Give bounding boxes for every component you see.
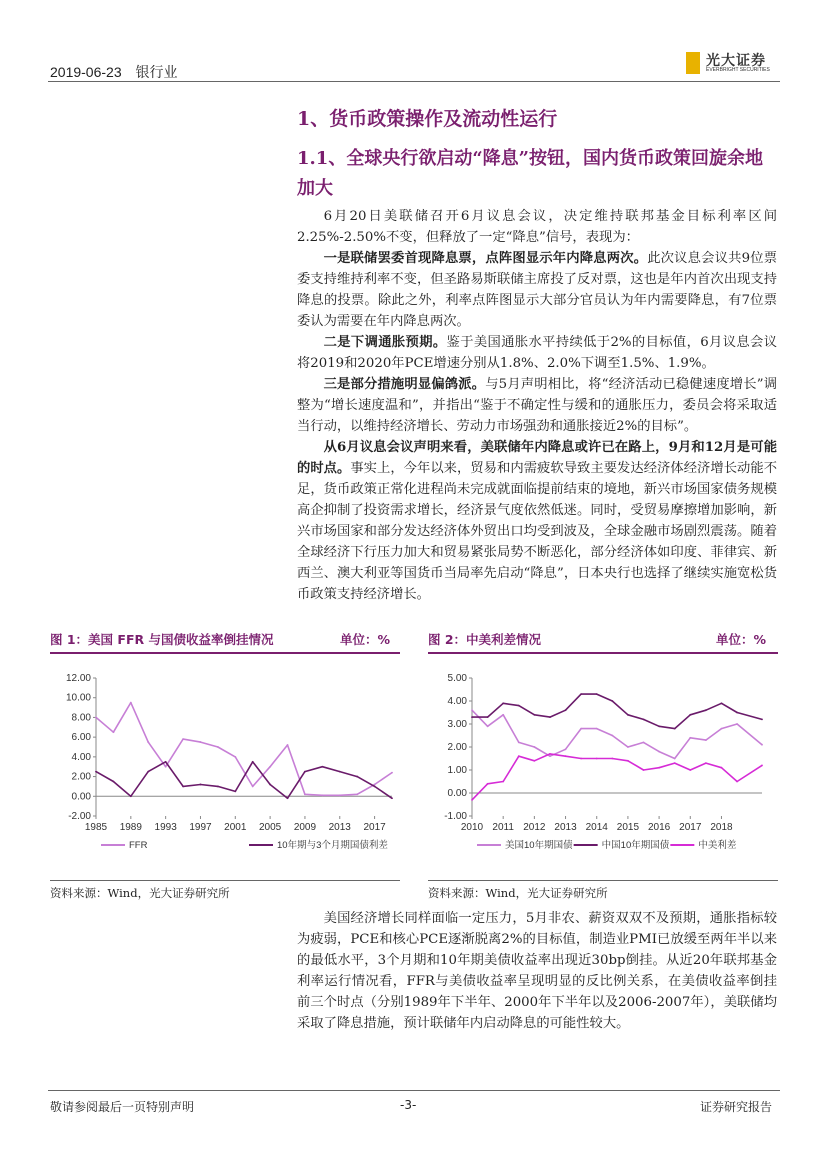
data-point <box>252 786 254 788</box>
figure2-title: 图 2：中美利差情况 <box>428 632 542 647</box>
data-point <box>182 786 184 788</box>
figure1-rule <box>50 652 400 654</box>
data-point <box>643 719 645 721</box>
data-point <box>549 753 551 755</box>
data-point <box>502 781 504 783</box>
paragraph: 二是下调通胀预期。鉴于美国通胀水平持续低于2%的目标值，6月议息会议将2019和2020年PCE增速分别从1.8%、2.0%下调至1.5%、1.9%。 <box>297 335 777 371</box>
body-text-top <box>297 206 777 605</box>
figure2-source-rule <box>428 880 778 881</box>
paragraph: 美国经济增长同样面临一定压力，5月非农、薪资双双不及预期，通胀指标较为疲弱，PCE和核心PCE逐渐脱离2%的目标值，制造业PMI已放缓至两年半以来的最低水平，3个月期和10年期美债收益率出现近30bp倒挂。从近20年联邦基金利率运行情况看，FFR与美债收益率呈现明显的反比例关系，在美债收益率倒挂前三个时点（分别1989年下半年、2000年下半年以及2006-2007年），美联储均采取了降息措施，预计联储年内启动降息的可能性较大。 <box>297 911 777 1031</box>
legend-label: 中美利差 <box>698 840 737 851</box>
data-point <box>321 766 323 768</box>
paragraph: 一是联储罢委首现降息票，点阵图显示年内降息两次。此次议息会议共9位票委支持维持利率不变，但圣路易斯联储主席投了反对票，这也是年内首次出现支持降息的投票。除此之外，利率点阵图显示大部分官员认为年内需要降息，有7位票委认为需要在年内降息两次。 <box>297 251 777 329</box>
data-point <box>95 771 97 773</box>
figure2-rule <box>428 652 778 654</box>
data-point <box>391 797 393 799</box>
legend-label: 中国10年期国债 <box>601 840 670 851</box>
figure1-chart <box>52 660 402 870</box>
y-tick-label: 8.00 <box>71 712 91 724</box>
footer-divider <box>48 1090 780 1091</box>
x-tick-label: 1985 <box>84 822 108 833</box>
data-point <box>689 737 691 739</box>
y-tick-label: 1.00 <box>447 765 467 776</box>
y-tick-label: 4.00 <box>71 751 91 763</box>
x-tick-label: 2013 <box>554 822 577 833</box>
data-point <box>689 769 691 771</box>
data-point <box>200 741 202 743</box>
y-tick-label: 0.00 <box>447 788 467 799</box>
data-point <box>761 765 763 767</box>
data-point <box>643 742 645 744</box>
data-point <box>721 728 723 730</box>
data-point <box>147 771 149 773</box>
x-tick-label: 2013 <box>328 822 351 833</box>
y-tick-label: 0.00 <box>71 791 91 803</box>
x-tick-label: 2015 <box>616 822 640 833</box>
data-point <box>304 771 306 773</box>
data-point <box>165 766 167 768</box>
legend-label: 美国10年期国债 <box>505 840 573 851</box>
data-point <box>182 738 184 740</box>
x-tick-label: 2017 <box>679 822 702 833</box>
body-text-bottom <box>297 908 777 1034</box>
data-point <box>549 716 551 718</box>
data-point <box>518 742 520 744</box>
x-tick-label: 2014 <box>585 822 608 833</box>
x-tick-label: 2009 <box>293 822 317 833</box>
data-point <box>761 744 763 746</box>
data-point <box>643 769 645 771</box>
data-point <box>234 756 236 758</box>
data-point <box>736 781 738 783</box>
data-point <box>658 725 660 727</box>
data-point <box>705 709 707 711</box>
data-point <box>356 776 358 778</box>
x-tick-label: 2016 <box>647 822 671 833</box>
data-point <box>217 786 219 788</box>
y-tick-label: 5.00 <box>447 673 467 684</box>
data-point <box>611 700 613 702</box>
series-line <box>96 762 392 799</box>
data-point <box>339 771 341 773</box>
y-tick-label: 12.00 <box>65 673 91 684</box>
data-point <box>565 755 567 757</box>
x-tick-label: 2018 <box>710 822 733 833</box>
data-point <box>761 719 763 721</box>
logo-text-cn: 光大证券 <box>706 52 766 68</box>
data-point <box>674 728 676 730</box>
footer-disclaimer: 敬请参阅最后一页特别声明 <box>50 1100 195 1114</box>
figure1-source: 资料来源：Wind，光大证券研究所 <box>50 886 230 900</box>
y-tick-label: -1.00 <box>444 811 467 822</box>
x-tick-label: 1997 <box>189 822 212 833</box>
data-point <box>596 693 598 695</box>
data-point <box>518 705 520 707</box>
x-tick-label: 1993 <box>154 822 177 833</box>
data-point <box>113 781 115 783</box>
legend-label: FFR <box>129 840 148 851</box>
data-point <box>487 716 489 718</box>
data-point <box>287 797 289 799</box>
data-point <box>705 739 707 741</box>
y-tick-label: 6.00 <box>71 732 91 744</box>
figure1-unit: 单位：% <box>340 632 391 647</box>
data-point <box>471 716 473 718</box>
x-tick-label: 2005 <box>258 822 282 833</box>
figure2-unit: 单位：% <box>716 632 767 647</box>
logo-text-en: EVERBRIGHT SECURITIES <box>706 67 770 73</box>
data-point <box>565 709 567 711</box>
data-point <box>533 760 535 762</box>
data-point <box>321 794 323 796</box>
data-point <box>502 702 504 704</box>
legend-label: 10年期与3个月期国债利差 <box>277 840 388 851</box>
data-point <box>627 746 629 748</box>
data-point <box>611 735 613 737</box>
data-point <box>658 767 660 769</box>
series-line <box>472 710 762 758</box>
paragraph: 三是部分措施明显偏鸽派。与5月声明相比，将“经济活动已稳健速度增长”调整为“增长速度温和”，并指出“鉴于不确定性与缓和的通胀压力，委员会将采取适当行动，以维持经济增长、劳动力市场强劲和通胀接近2%的目标”。 <box>297 377 777 434</box>
data-point <box>580 728 582 730</box>
data-point <box>674 758 676 760</box>
data-point <box>147 741 149 743</box>
industry-label: 银行业 <box>135 64 178 80</box>
data-point <box>391 772 393 774</box>
data-point <box>200 784 202 786</box>
data-point <box>580 758 582 760</box>
data-point <box>565 748 567 750</box>
data-point <box>269 784 271 786</box>
data-point <box>374 786 376 788</box>
data-point <box>287 744 289 746</box>
figure1-title: 图 1：美国 FFR 与国债收益率倒挂情况 <box>50 632 274 647</box>
y-tick-label: -2.00 <box>68 811 91 822</box>
data-point <box>533 714 535 716</box>
x-tick-label: 2017 <box>363 822 386 833</box>
data-point <box>658 751 660 753</box>
data-point <box>374 784 376 786</box>
section-title: 1、货币政策操作及流动性运行 <box>297 108 558 130</box>
data-point <box>339 794 341 796</box>
data-point <box>471 799 473 801</box>
paragraph: 从6月议息会议声明来看，美联储年内降息或许已在路上，9月和12月是可能的时点。事实上，今年以来，贸易和内需疲软导致主要发达经济体经济增长动能不足，货币政策正常化进程尚未完成就面临提前结束的境地，新兴市场国家债务规模高企抑制了投资需求增长，经济景气度依然低迷。同时，受贸易摩擦增加影响，新兴市场国家和部分发达经济体外贸出口均受到波及，全球金融市场剧烈震荡。随着全球经济下行压力加大和贸易紧张局势不断恶化，部分经济体如印度、菲律宾、新西兰、澳大利亚等国货币当局率先启动“降息”，日本央行也选择了继续实施宽松货币政策支持经济增长。 <box>297 440 778 602</box>
data-point <box>736 723 738 725</box>
data-point <box>471 709 473 711</box>
data-point <box>502 714 504 716</box>
data-point <box>533 746 535 748</box>
data-point <box>721 702 723 704</box>
data-point <box>217 746 219 748</box>
y-tick-label: 10.00 <box>65 692 91 704</box>
data-point <box>627 714 629 716</box>
data-point <box>611 758 613 760</box>
company-logo <box>686 50 782 76</box>
x-tick-label: 2011 <box>492 822 514 833</box>
data-point <box>549 755 551 757</box>
data-point <box>130 702 132 704</box>
series-line <box>472 694 762 729</box>
x-tick-label: 1989 <box>119 822 142 833</box>
data-point <box>721 767 723 769</box>
data-point <box>627 760 629 762</box>
header-meta <box>50 62 188 82</box>
x-tick-label: 2012 <box>523 822 546 833</box>
figure1-source-rule <box>50 880 400 881</box>
data-point <box>705 762 707 764</box>
y-tick-label: 3.00 <box>447 719 467 730</box>
data-point <box>736 712 738 714</box>
y-tick-label: 4.00 <box>447 696 467 707</box>
logo-mark-icon <box>686 52 700 74</box>
section-subtitle: 1.1、全球央行欲启动“降息”按钮，国内货币政策回旋余地加大 <box>297 148 764 199</box>
data-point <box>269 766 271 768</box>
y-tick-label: 2.00 <box>447 742 467 753</box>
data-point <box>356 793 358 795</box>
data-point <box>252 761 254 763</box>
x-tick-label: 2010 <box>460 822 484 833</box>
figure2-source: 资料来源：Wind，光大证券研究所 <box>428 886 608 900</box>
data-point <box>487 725 489 727</box>
data-point <box>580 693 582 695</box>
data-point <box>95 717 97 719</box>
x-tick-label: 2001 <box>224 822 247 833</box>
footer-report-type: 证券研究报告 <box>700 1100 773 1114</box>
data-point <box>234 790 236 792</box>
data-point <box>518 755 520 757</box>
data-point <box>689 714 691 716</box>
page-number: -3- <box>400 1098 417 1112</box>
figure2-chart <box>428 660 778 870</box>
report-date: 2019-06-23 <box>50 64 122 80</box>
data-point <box>130 795 132 797</box>
data-point <box>674 762 676 764</box>
data-point <box>596 758 598 760</box>
data-point <box>113 731 115 733</box>
data-point <box>165 761 167 763</box>
y-tick-label: 2.00 <box>71 771 91 783</box>
header-divider <box>48 81 780 82</box>
data-point <box>487 783 489 785</box>
data-point <box>304 793 306 795</box>
paragraph: 6月20日美联储召开6月议息会议，决定维持联邦基金目标利率区间2.25%-2.50%不变，但释放了一定“降息”信号，表现为： <box>297 209 777 245</box>
data-point <box>596 728 598 730</box>
